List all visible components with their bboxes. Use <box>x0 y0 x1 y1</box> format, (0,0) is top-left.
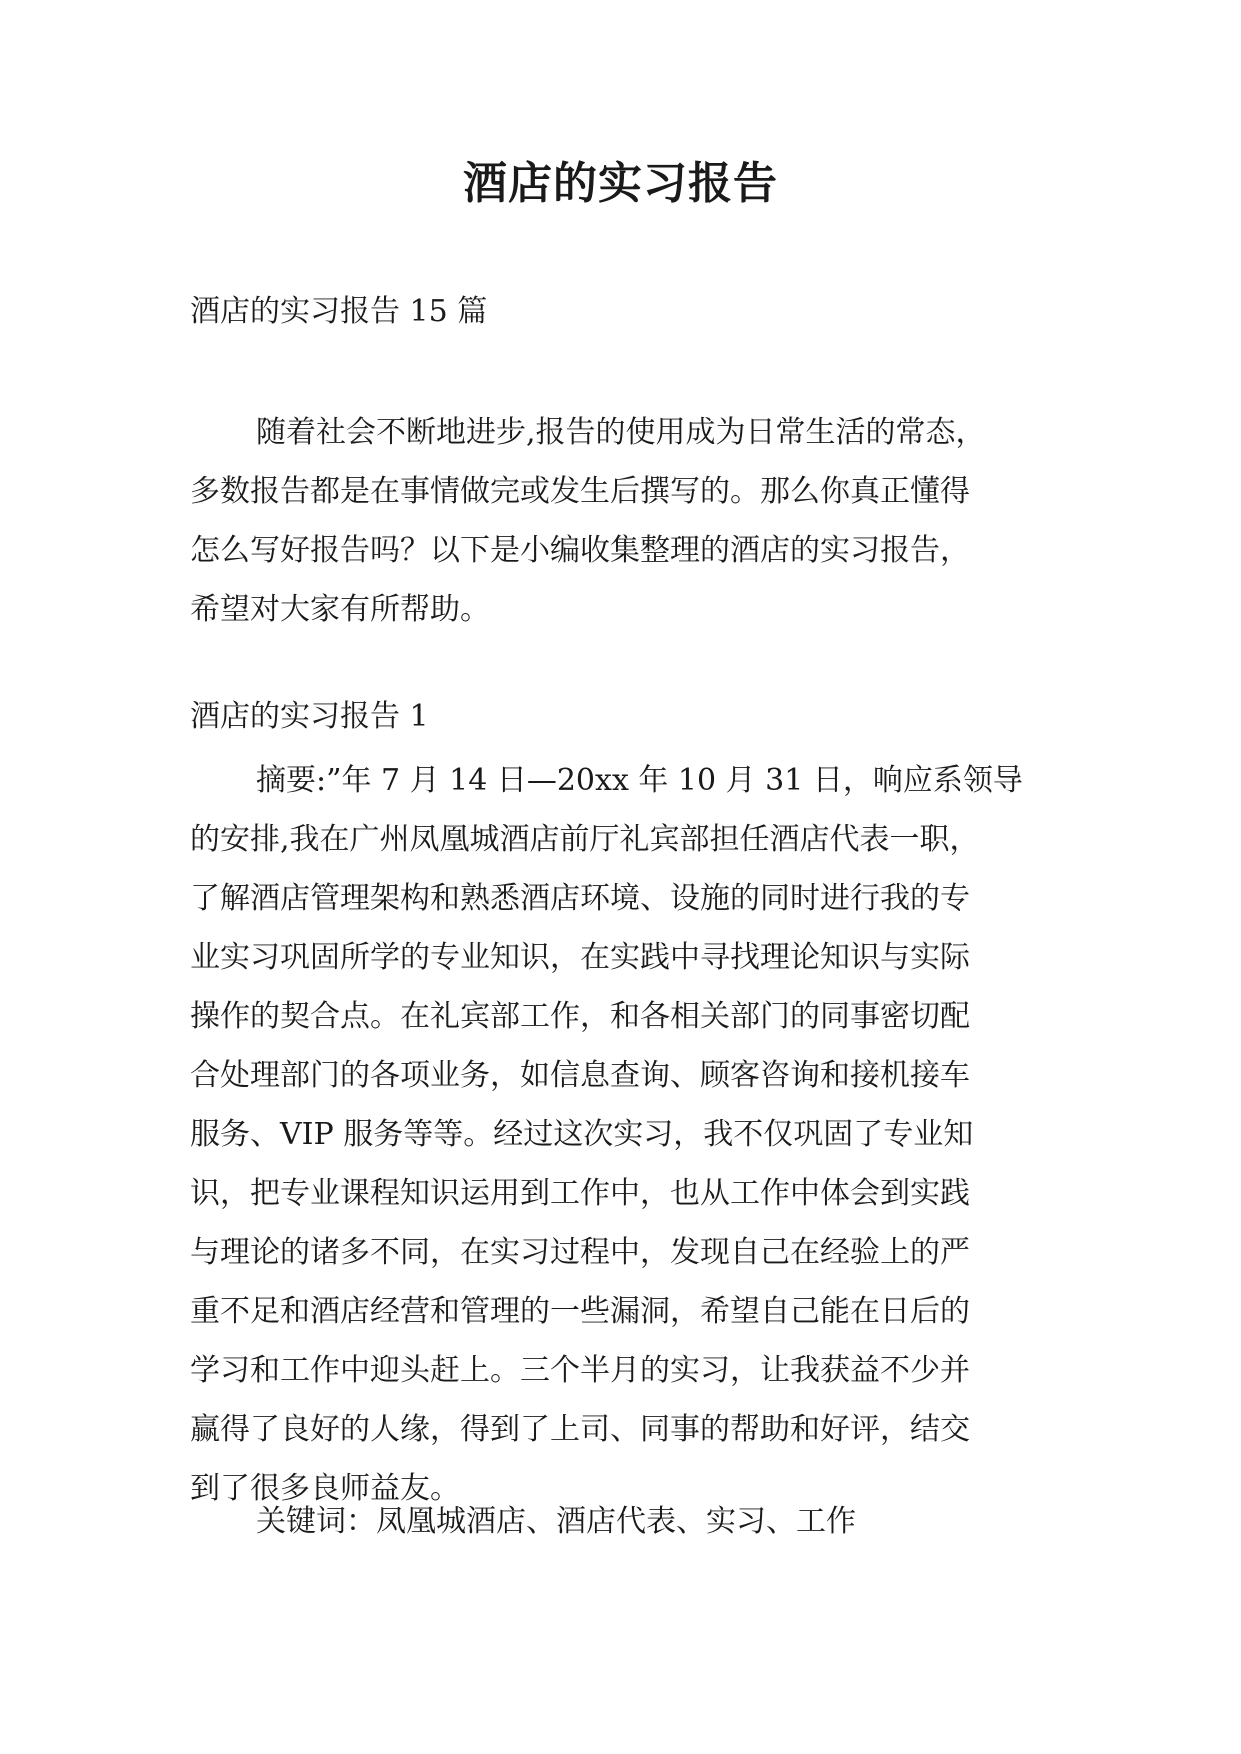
abstract-line: 学习和工作中迎头赶上。三个半月的实习，让我获益不少并 <box>190 1353 970 1388</box>
intro-line: 怎么写好报告吗？以下是小编收集整理的酒店的实习报告， <box>190 533 970 568</box>
document-title: 酒店的实习报告 <box>463 158 778 209</box>
abstract-line: 与理论的诸多不同，在实习过程中，发现自己在经验上的严 <box>190 1235 970 1270</box>
abstract-line: 了解酒店管理架构和熟悉酒店环境、设施的同时进行我的专 <box>190 881 970 916</box>
abstract-line: 合处理部门的各项业务，如信息查询、顾客咨询和接机接车 <box>190 1058 970 1093</box>
document-subtitle: 酒店的实习报告 15 篇 <box>190 294 488 329</box>
section-heading: 酒店的实习报告 1 <box>190 699 429 734</box>
intro-line: 多数报告都是在事情做完或发生后撰写的。那么你真正懂得 <box>190 474 970 509</box>
abstract-line: 业实习巩固所学的专业知识，在实践中寻找理论知识与实际 <box>190 940 970 975</box>
abstract-line: 的安排,我在广州凤凰城酒店前厅礼宾部担任酒店代表一职， <box>190 822 980 857</box>
abstract-line: 识，把专业课程知识运用到工作中，也从工作中体会到实践 <box>190 1176 970 1211</box>
keywords-line: 关键词：凤凰城酒店、酒店代表、实习、工作 <box>256 1504 856 1539</box>
abstract-line: 操作的契合点。在礼宾部工作，和各相关部门的同事密切配 <box>190 999 970 1034</box>
abstract-paragraph <box>190 751 1070 1518</box>
intro-line: 随着社会不断地进步,报告的使用成为日常生活的常态， <box>256 415 986 450</box>
abstract-line: 重不足和酒店经营和管理的一些漏洞，希望自己能在日后的 <box>190 1294 970 1329</box>
intro-line: 希望对大家有所帮助。 <box>190 592 490 627</box>
intro-paragraph <box>190 403 1070 639</box>
abstract-line: 服务、VIP 服务等等。经过这次实习，我不仅巩固了专业知 <box>190 1117 974 1152</box>
abstract-line: 到了很多良师益友。 <box>190 1471 460 1506</box>
abstract-line: 摘要:”年 7 月 14 日—20xx 年 10 月 31 日，响应系领导 <box>256 763 1023 798</box>
abstract-line: 赢得了良好的人缘，得到了上司、同事的帮助和好评，结交 <box>190 1412 970 1447</box>
